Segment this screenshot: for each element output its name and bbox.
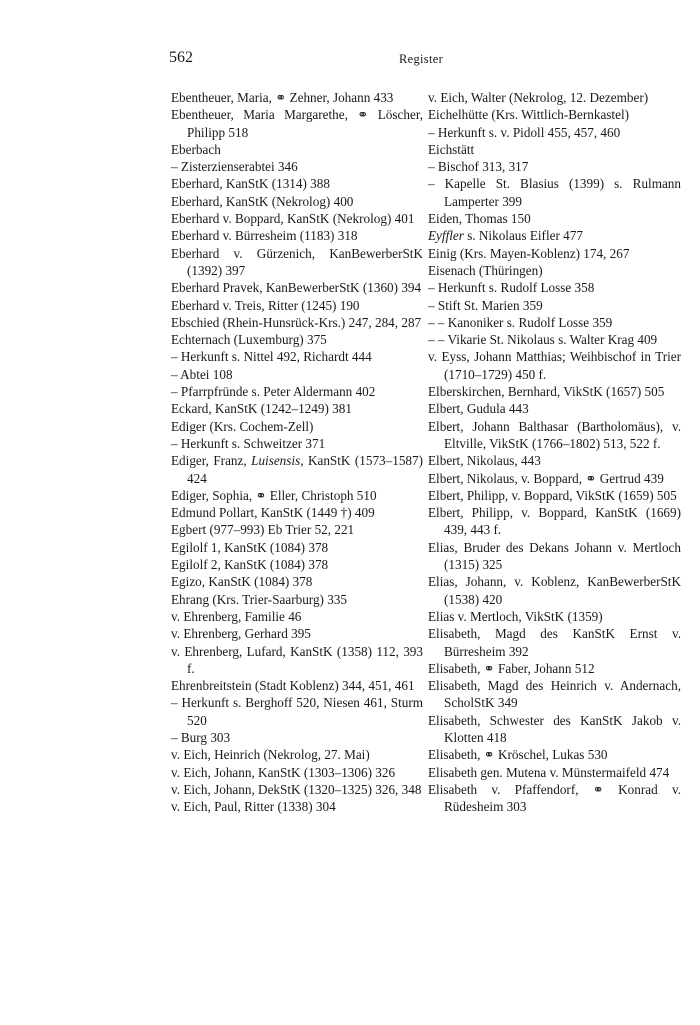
index-entry: Eberhard v. Boppard, KanStK (Nekrolog) 401: [171, 211, 415, 227]
index-entry: Eckard, KanStK (1242–1249) 381: [171, 401, 352, 417]
index-entry: – Herkunft s. Berghoff 520, Niesen 461, Sturm 520: [171, 695, 423, 728]
index-entry: – Kapelle St. Blasius (1399) s. Rulmann Lamperter 399: [428, 176, 681, 209]
index-entry: Ehrang (Krs. Trier-Saarburg) 335: [171, 591, 348, 607]
index-entry: Eberhard Pravek, KanBewerberStK (1360) 394: [171, 280, 422, 296]
index-entry: Elbert, Johann Balthasar (Bartholomäus), v. Eltville, VikStK (1766–1802) 513, 522 f.: [428, 418, 681, 451]
index-entry: Edmund Pollart, KanStK (1449 †) 409: [171, 505, 375, 521]
index-entry: Eberhard, KanStK (1314) 388: [171, 176, 330, 192]
index-entry: Elias, Johann, v. Koblenz, KanBewerberStK (1538) 420: [428, 574, 681, 607]
index-entry: Elisabeth, Magd des Heinrich v. Andernach, ScholStK 349: [428, 678, 681, 711]
index-entry: – Pfarrpfründe s. Peter Aldermann 402: [171, 384, 376, 400]
index-entry: Eisenach (Thüringen): [428, 262, 543, 278]
index-entry: Ebentheuer, Maria, ⚭ Zehner, Johann 433: [171, 90, 394, 105]
index-entry: Ediger, Sophia, ⚭ Eller, Christoph 510: [171, 487, 377, 503]
index-entry: – – Kanoniker s. Rudolf Losse 359: [428, 314, 613, 330]
index-entry: – Herkunft s. Nittel 492, Richardt 444: [171, 349, 372, 365]
index-column-right: [428, 89, 681, 815]
index-entry: v. Ehrenberg, Gerhard 395: [171, 626, 311, 642]
index-entry: – Burg 303: [171, 729, 231, 745]
index-entry: Elias v. Mertloch, VikStK (1359): [428, 608, 603, 624]
index-entry: Eyffler s. Nikolaus Eifler 477: [428, 228, 583, 244]
index-entry: Elias, Bruder des Dekans Johann v. Mertloch (1315) 325: [428, 539, 681, 573]
index-column-left: [171, 89, 423, 815]
index-entry: Elisabeth, Magd des KanStK Ernst v. Bürresheim 392: [428, 626, 681, 659]
index-entry: Elisabeth, ⚭ Kröschel, Lukas 530: [428, 747, 608, 763]
index-entry: Elisabeth, Schwester des KanStK Jakob v. Klotten 418: [428, 712, 681, 745]
index-entry: Eberbach: [171, 141, 221, 157]
index-entry: Ediger, Franz, Luisensis, KanStK (1573–1587) 424: [171, 453, 423, 486]
index-entry: v. Eich, Paul, Ritter (1338) 304: [171, 799, 336, 815]
index-entry: Elberskirchen, Bernhard, VikStK (1657) 505: [428, 384, 665, 400]
index-entry: Elbert, Nikolaus, v. Boppard, ⚭ Gertrud 439: [428, 470, 664, 486]
index-entry: v. Eich, Johann, DekStK (1320–1325) 326, 348: [171, 781, 422, 797]
index-entry: Elisabeth gen. Mutena v. Münstermaifeld 474: [428, 764, 670, 780]
index-entry: Elbert, Nikolaus, 443: [428, 453, 541, 469]
index-entry: v. Eyss, Johann Matthias; Weihbischof in Trier (1710–1729) 450 f.: [428, 349, 681, 382]
index-entry: – – Vikarie St. Nikolaus s. Walter Krag 409: [428, 332, 658, 348]
index-entry: – Herkunft s. Schweitzer 371: [171, 435, 326, 451]
index-entry: – Herkunft s. v. Pidoll 455, 457, 460: [428, 124, 621, 140]
index-entry: Elisabeth v. Pfaffendorf, ⚭ Konrad v. Rüdesheim 303: [428, 781, 681, 815]
index-entry: – Abtei 108: [171, 366, 233, 382]
index-entry: Einig (Krs. Mayen-Koblenz) 174, 267: [428, 245, 630, 261]
index-entry: – Zisterzienserabtei 346: [171, 159, 298, 175]
index-entry: Egilolf 1, KanStK (1084) 378: [171, 539, 329, 555]
index-entry: Elbert, Philipp, v. Boppard, VikStK (1659) 505: [428, 487, 677, 503]
index-entry: Elbert, Gudula 443: [428, 401, 529, 417]
index-entry: v. Ehrenberg, Lufard, KanStK (1358) 112, 393 f.: [171, 643, 423, 676]
index-entry: v. Eich, Heinrich (Nekrolog, 27. Mai): [171, 747, 370, 763]
index-entry: Eberhard v. Gürzenich, KanBewerberStK (1392) 397: [171, 245, 423, 278]
index-entry: v. Ehrenberg, Familie 46: [171, 608, 302, 624]
index-entry: Ediger (Krs. Cochem-Zell): [171, 418, 314, 434]
index-entry: Eberhard, KanStK (Nekrolog) 400: [171, 193, 354, 209]
page-number: 562: [169, 49, 193, 66]
index-entry: – Bischof 313, 317: [428, 159, 529, 175]
index-entry: Ehrenbreitstein (Stadt Koblenz) 344, 451, 461: [171, 678, 415, 694]
index-entry: Echternach (Luxemburg) 375: [171, 332, 327, 348]
index-entry: Egbert (977–993) Eb Trier 52, 221: [171, 522, 355, 538]
index-entry: v. Eich, Walter (Nekrolog, 12. Dezember): [428, 90, 649, 105]
index-entry: Egilolf 2, KanStK (1084) 378: [171, 557, 329, 573]
index-entry: – Herkunft s. Rudolf Losse 358: [428, 280, 595, 296]
running-head: Register: [399, 52, 444, 66]
index-entry: v. Eich, Johann, KanStK (1303–1306) 326: [171, 764, 396, 780]
index-entry: – Stift St. Marien 359: [428, 297, 543, 313]
index-entry: Eichelhütte (Krs. Wittlich-Bernkastel): [428, 107, 630, 123]
index-entry: Eberhard v. Treis, Ritter (1245) 190: [171, 297, 360, 313]
index-entry: Eiden, Thomas 150: [428, 211, 531, 227]
index-entry: Elbert, Philipp, v. Boppard, KanStK (1669) 439, 443 f.: [428, 505, 681, 538]
index-entry: Eberhard v. Bürresheim (1183) 318: [171, 228, 358, 244]
index-entry: Egizo, KanStK (1084) 378: [171, 574, 313, 590]
index-entry: Ebentheuer, Maria Margarethe, ⚭ Löscher, Philipp 518: [171, 107, 423, 140]
index-entry: Elisabeth, ⚭ Faber, Johann 512: [428, 660, 595, 676]
index-entry: Ebschied (Rhein-Hunsrück-Krs.) 247, 284, 287: [171, 314, 422, 330]
index-entry: Eichstätt: [428, 141, 475, 157]
